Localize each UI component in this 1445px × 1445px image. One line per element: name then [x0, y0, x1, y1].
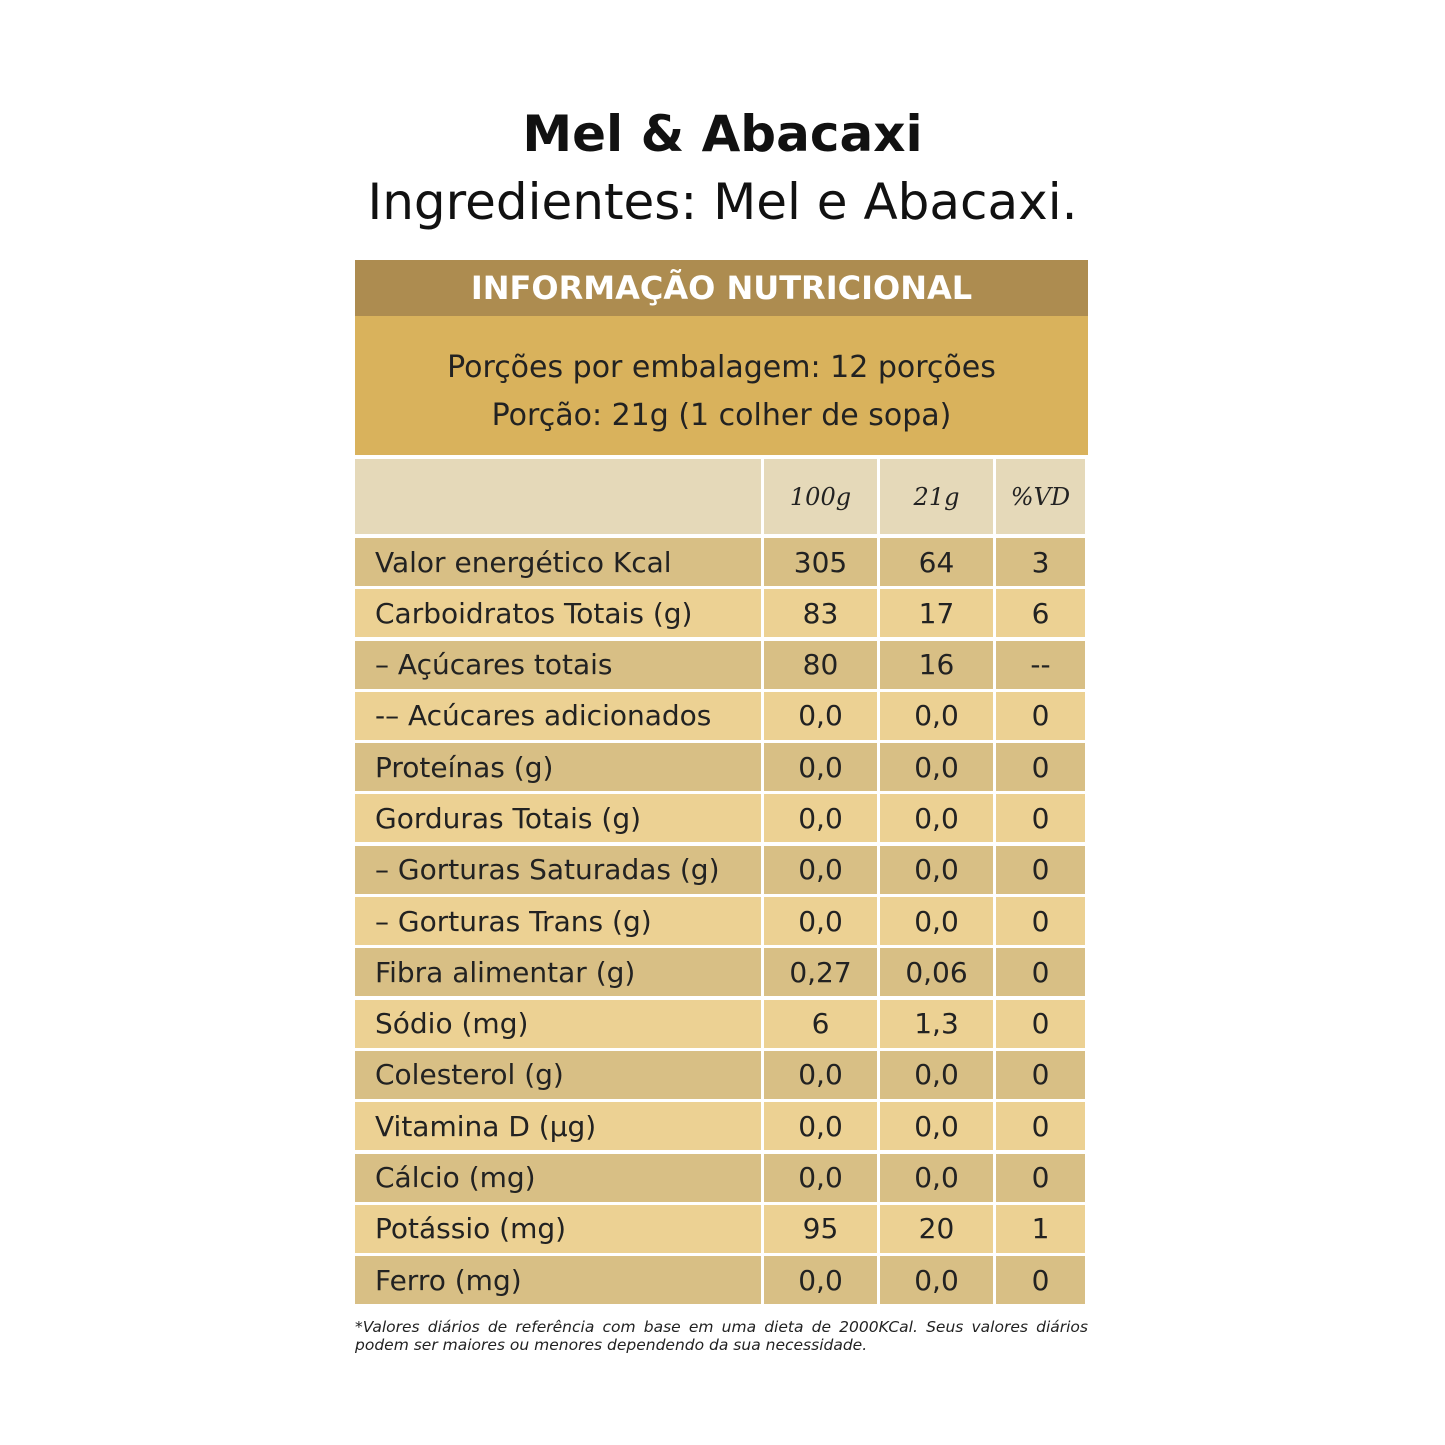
servings-per-package: Porções por embalagem: 12 porções — [447, 350, 996, 385]
value-100g: 83 — [764, 589, 877, 637]
ingredients-line: Ingredientes: Mel e Abacaxi. — [367, 173, 1078, 231]
table-row — [355, 1051, 1088, 1099]
value-daily-percent: 1 — [996, 1205, 1085, 1253]
nutrient-name: Potássio (mg) — [355, 1205, 761, 1253]
value-daily-percent: 0 — [996, 1000, 1085, 1048]
table-row — [355, 1205, 1088, 1253]
value-portion: 0,0 — [880, 1051, 993, 1099]
value-100g: 0,0 — [764, 1102, 877, 1150]
nutrient-name: Proteínas (g) — [355, 743, 761, 791]
value-daily-percent: 0 — [996, 1154, 1085, 1202]
nutrient-name: Carboidratos Totais (g) — [355, 589, 761, 637]
value-100g: 305 — [764, 538, 877, 586]
value-100g: 0,0 — [764, 1154, 877, 1202]
table-row — [355, 846, 1088, 894]
value-100g: 95 — [764, 1205, 877, 1253]
nutrition-facts-panel — [355, 260, 1088, 1307]
table-row — [355, 1102, 1088, 1150]
value-daily-percent: 0 — [996, 846, 1085, 894]
value-daily-percent: 0 — [996, 1256, 1085, 1304]
value-portion: 1,3 — [880, 1000, 993, 1048]
nutrition-table — [355, 459, 1088, 1304]
value-portion: 64 — [880, 538, 993, 586]
nutrient-name: Valor energético Kcal — [355, 538, 761, 586]
value-portion: 0,0 — [880, 897, 993, 945]
value-portion: 0,0 — [880, 1102, 993, 1150]
value-100g: 80 — [764, 641, 877, 689]
value-daily-percent: 0 — [996, 1102, 1085, 1150]
column-header-nutrient — [355, 459, 761, 534]
value-daily-percent: 0 — [996, 794, 1085, 842]
column-header-daily-value: %VD — [996, 459, 1085, 534]
value-daily-percent: 0 — [996, 948, 1085, 996]
value-daily-percent: 0 — [996, 743, 1085, 791]
value-daily-percent: 0 — [996, 692, 1085, 740]
table-row — [355, 948, 1088, 996]
nutrient-name: Cálcio (mg) — [355, 1154, 761, 1202]
value-portion: 0,0 — [880, 794, 993, 842]
nutrient-name: Ferro (mg) — [355, 1256, 761, 1304]
table-row — [355, 897, 1088, 945]
value-portion: 16 — [880, 641, 993, 689]
panel-header: INFORMAÇÃO NUTRICIONAL — [355, 260, 1088, 316]
nutrient-name: Vitamina D (µg) — [355, 1102, 761, 1150]
product-title: Mel & Abacaxi — [522, 105, 923, 163]
nutrient-name: – Açúcares totais — [355, 641, 761, 689]
column-header-portion: 21g — [880, 459, 993, 534]
value-100g: 0,0 — [764, 846, 877, 894]
value-portion: 0,06 — [880, 948, 993, 996]
value-daily-percent: 0 — [996, 1051, 1085, 1099]
table-row — [355, 641, 1088, 689]
value-100g: 0,0 — [764, 794, 877, 842]
value-daily-percent: -- — [996, 641, 1085, 689]
value-daily-percent: 0 — [996, 897, 1085, 945]
table-row — [355, 589, 1088, 637]
value-100g: 0,0 — [764, 1051, 877, 1099]
value-100g: 0,0 — [764, 692, 877, 740]
table-row — [355, 1000, 1088, 1048]
nutrient-name: Fibra alimentar (g) — [355, 948, 761, 996]
table-row — [355, 538, 1088, 586]
value-portion: 0,0 — [880, 846, 993, 894]
serving-info — [355, 316, 1088, 455]
table-row — [355, 794, 1088, 842]
column-header-100g: 100g — [764, 459, 877, 534]
value-portion: 17 — [880, 589, 993, 637]
nutrient-name: Gorduras Totais (g) — [355, 794, 761, 842]
daily-value-footnote: *Valores diários de referência com base em uma dieta de 2000KCal. Seus valores diários podem ser maiores ou menores dependendo da sua necessidade. — [355, 1318, 1088, 1354]
value-100g: 6 — [764, 1000, 877, 1048]
table-row — [355, 692, 1088, 740]
value-100g: 0,0 — [764, 1256, 877, 1304]
table-row — [355, 1154, 1088, 1202]
nutrient-name: – Gorturas Saturadas (g) — [355, 846, 761, 894]
value-100g: 0,0 — [764, 897, 877, 945]
serving-size: Porção: 21g (1 colher de sopa) — [491, 398, 952, 433]
nutrient-name: – Gorturas Trans (g) — [355, 897, 761, 945]
value-100g: 0,0 — [764, 743, 877, 791]
value-portion: 0,0 — [880, 1154, 993, 1202]
value-portion: 20 — [880, 1205, 993, 1253]
nutrient-name: Colesterol (g) — [355, 1051, 761, 1099]
table-header-row — [355, 459, 1088, 534]
value-portion: 0,0 — [880, 692, 993, 740]
value-100g: 0,27 — [764, 948, 877, 996]
table-row — [355, 743, 1088, 791]
value-daily-percent: 6 — [996, 589, 1085, 637]
nutrient-name: -– Acúcares adicionados — [355, 692, 761, 740]
table-row — [355, 1256, 1088, 1304]
value-portion: 0,0 — [880, 1256, 993, 1304]
nutrient-name: Sódio (mg) — [355, 1000, 761, 1048]
value-portion: 0,0 — [880, 743, 993, 791]
value-daily-percent: 3 — [996, 538, 1085, 586]
